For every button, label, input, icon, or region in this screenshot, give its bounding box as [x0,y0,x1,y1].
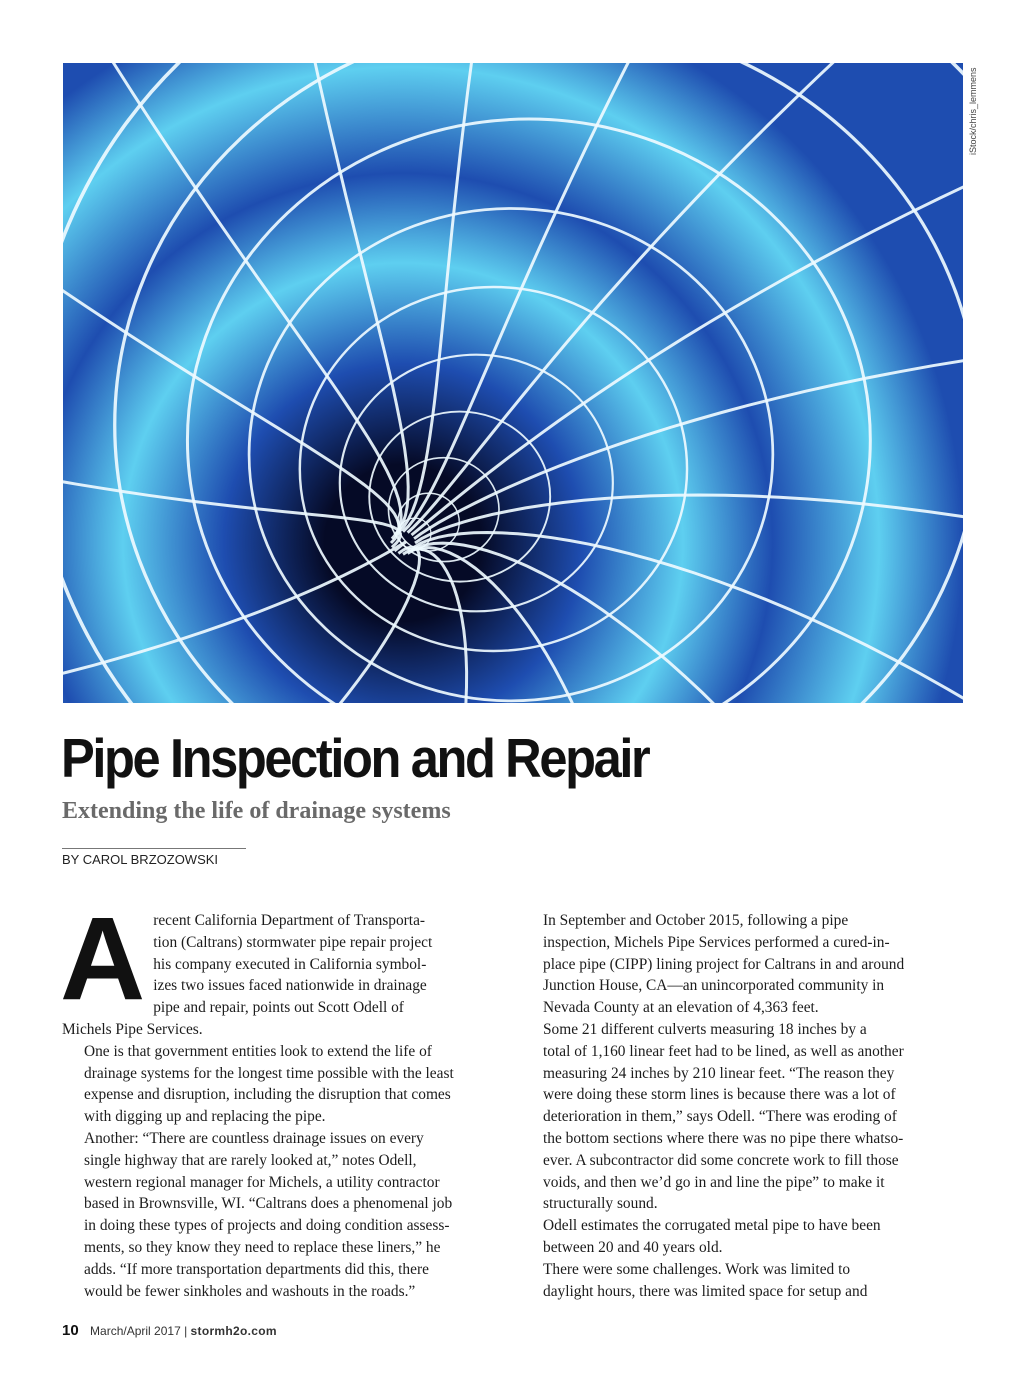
pipe-tunnel-photo [63,63,963,703]
text-line: ments, so they know they need to replace these liners,” he [84,1238,441,1256]
left-column [60,893,502,1302]
paragraph [521,910,961,1019]
paragraph [62,1041,502,1128]
text-line: between 20 and 40 years old. [543,1238,723,1256]
text-line: Some 21 different culverts measuring 18 inches by a [543,1020,867,1038]
text-line: voids, and then we’d go in and line the pipe” to make it [543,1173,885,1191]
article-subhead: Extending the life of drainage systems [62,798,451,824]
issue-date: March/April 2017 | [90,1324,188,1338]
text-line: would be fewer sinkholes and washouts in the roads.” [84,1282,416,1300]
byline-rule [62,848,246,849]
paragraph [521,1215,961,1259]
text-line: In September and October 2015, following a pipe [543,912,849,929]
right-column [521,910,961,1302]
text-line: daylight hours, there was limited space for setup and [543,1282,868,1300]
text-line: in doing these types of projects and doing condition assess- [84,1217,450,1235]
text-line: the bottom sections where there was no pipe there whatso- [543,1129,904,1147]
text-line: Michels Pipe Services. [62,1020,203,1038]
text-line: inspection, Michels Pipe Services performed a cured-in- [543,933,890,951]
article-headline: Pipe Inspection and Repair [61,727,649,789]
text-line: his company executed in California symbol- [153,955,427,973]
text-line: tion (Caltrans) stormwater pipe repair project [153,933,433,951]
text-line: with digging up and replacing the pipe. [84,1108,326,1126]
text-line: izes two issues faced nationwide in drainage [153,977,427,995]
paragraph [521,1019,961,1215]
text-line: deterioration in them,” says Odell. “There was eroding of [543,1108,897,1126]
drop-cap: A [60,893,146,1025]
text-line: pipe and repair, points out Scott Odell of [153,999,404,1017]
text-line: Odell estimates the corrugated metal pipe to have been [543,1217,881,1235]
website-link[interactable]: stormh2o.com [190,1324,277,1338]
text-line: were doing these storm lines is because there was a lot of [543,1086,896,1104]
page-number: 10 [62,1322,79,1339]
text-line: ever. A subcontractor did some concrete work to fill those [543,1151,899,1169]
text-line: based in Brownsville, WI. “Caltrans does a phenomenal job [84,1195,453,1213]
text-line: Junction House, CA—an unincorporated community in [543,977,885,995]
photo-credit: iStock/chris_lemmens [968,67,978,155]
tunnel-illustration [63,63,963,703]
text-line: There were some challenges. Work was limited to [543,1260,851,1278]
text-line: Another: “There are countless drainage issues on every [84,1129,424,1147]
paragraph [62,1128,502,1302]
text-line: structurally sound. [543,1195,658,1213]
text-line: drainage systems for the longest time possible with the least [84,1064,454,1082]
paragraph [521,1259,961,1303]
text-line: place pipe (CIPP) lining project for Caltrans in and around [543,955,905,973]
text-line: total of 1,160 linear feet had to be lined, as well as another [543,1042,904,1060]
text-line: western regional manager for Michels, a utility contractor [84,1173,440,1191]
text-line: measuring 24 inches by 210 linear feet. “The reason they [543,1064,895,1082]
byline: BY CAROL BRZOZOWSKI [62,852,219,867]
paragraph-intro [60,893,502,1041]
text-line: recent California Department of Transporta- [153,912,426,929]
text-line: expense and disruption, including the disruption that comes [84,1086,451,1104]
text-line: adds. “If more transportation departments did this, there [84,1260,429,1278]
text-line: single highway that are rarely looked at,” notes Odell, [84,1151,417,1169]
page-footer [62,1322,277,1339]
text-line: Nevada County at an elevation of 4,363 feet. [543,999,819,1017]
text-line: One is that government entities look to extend the life of [84,1042,432,1060]
